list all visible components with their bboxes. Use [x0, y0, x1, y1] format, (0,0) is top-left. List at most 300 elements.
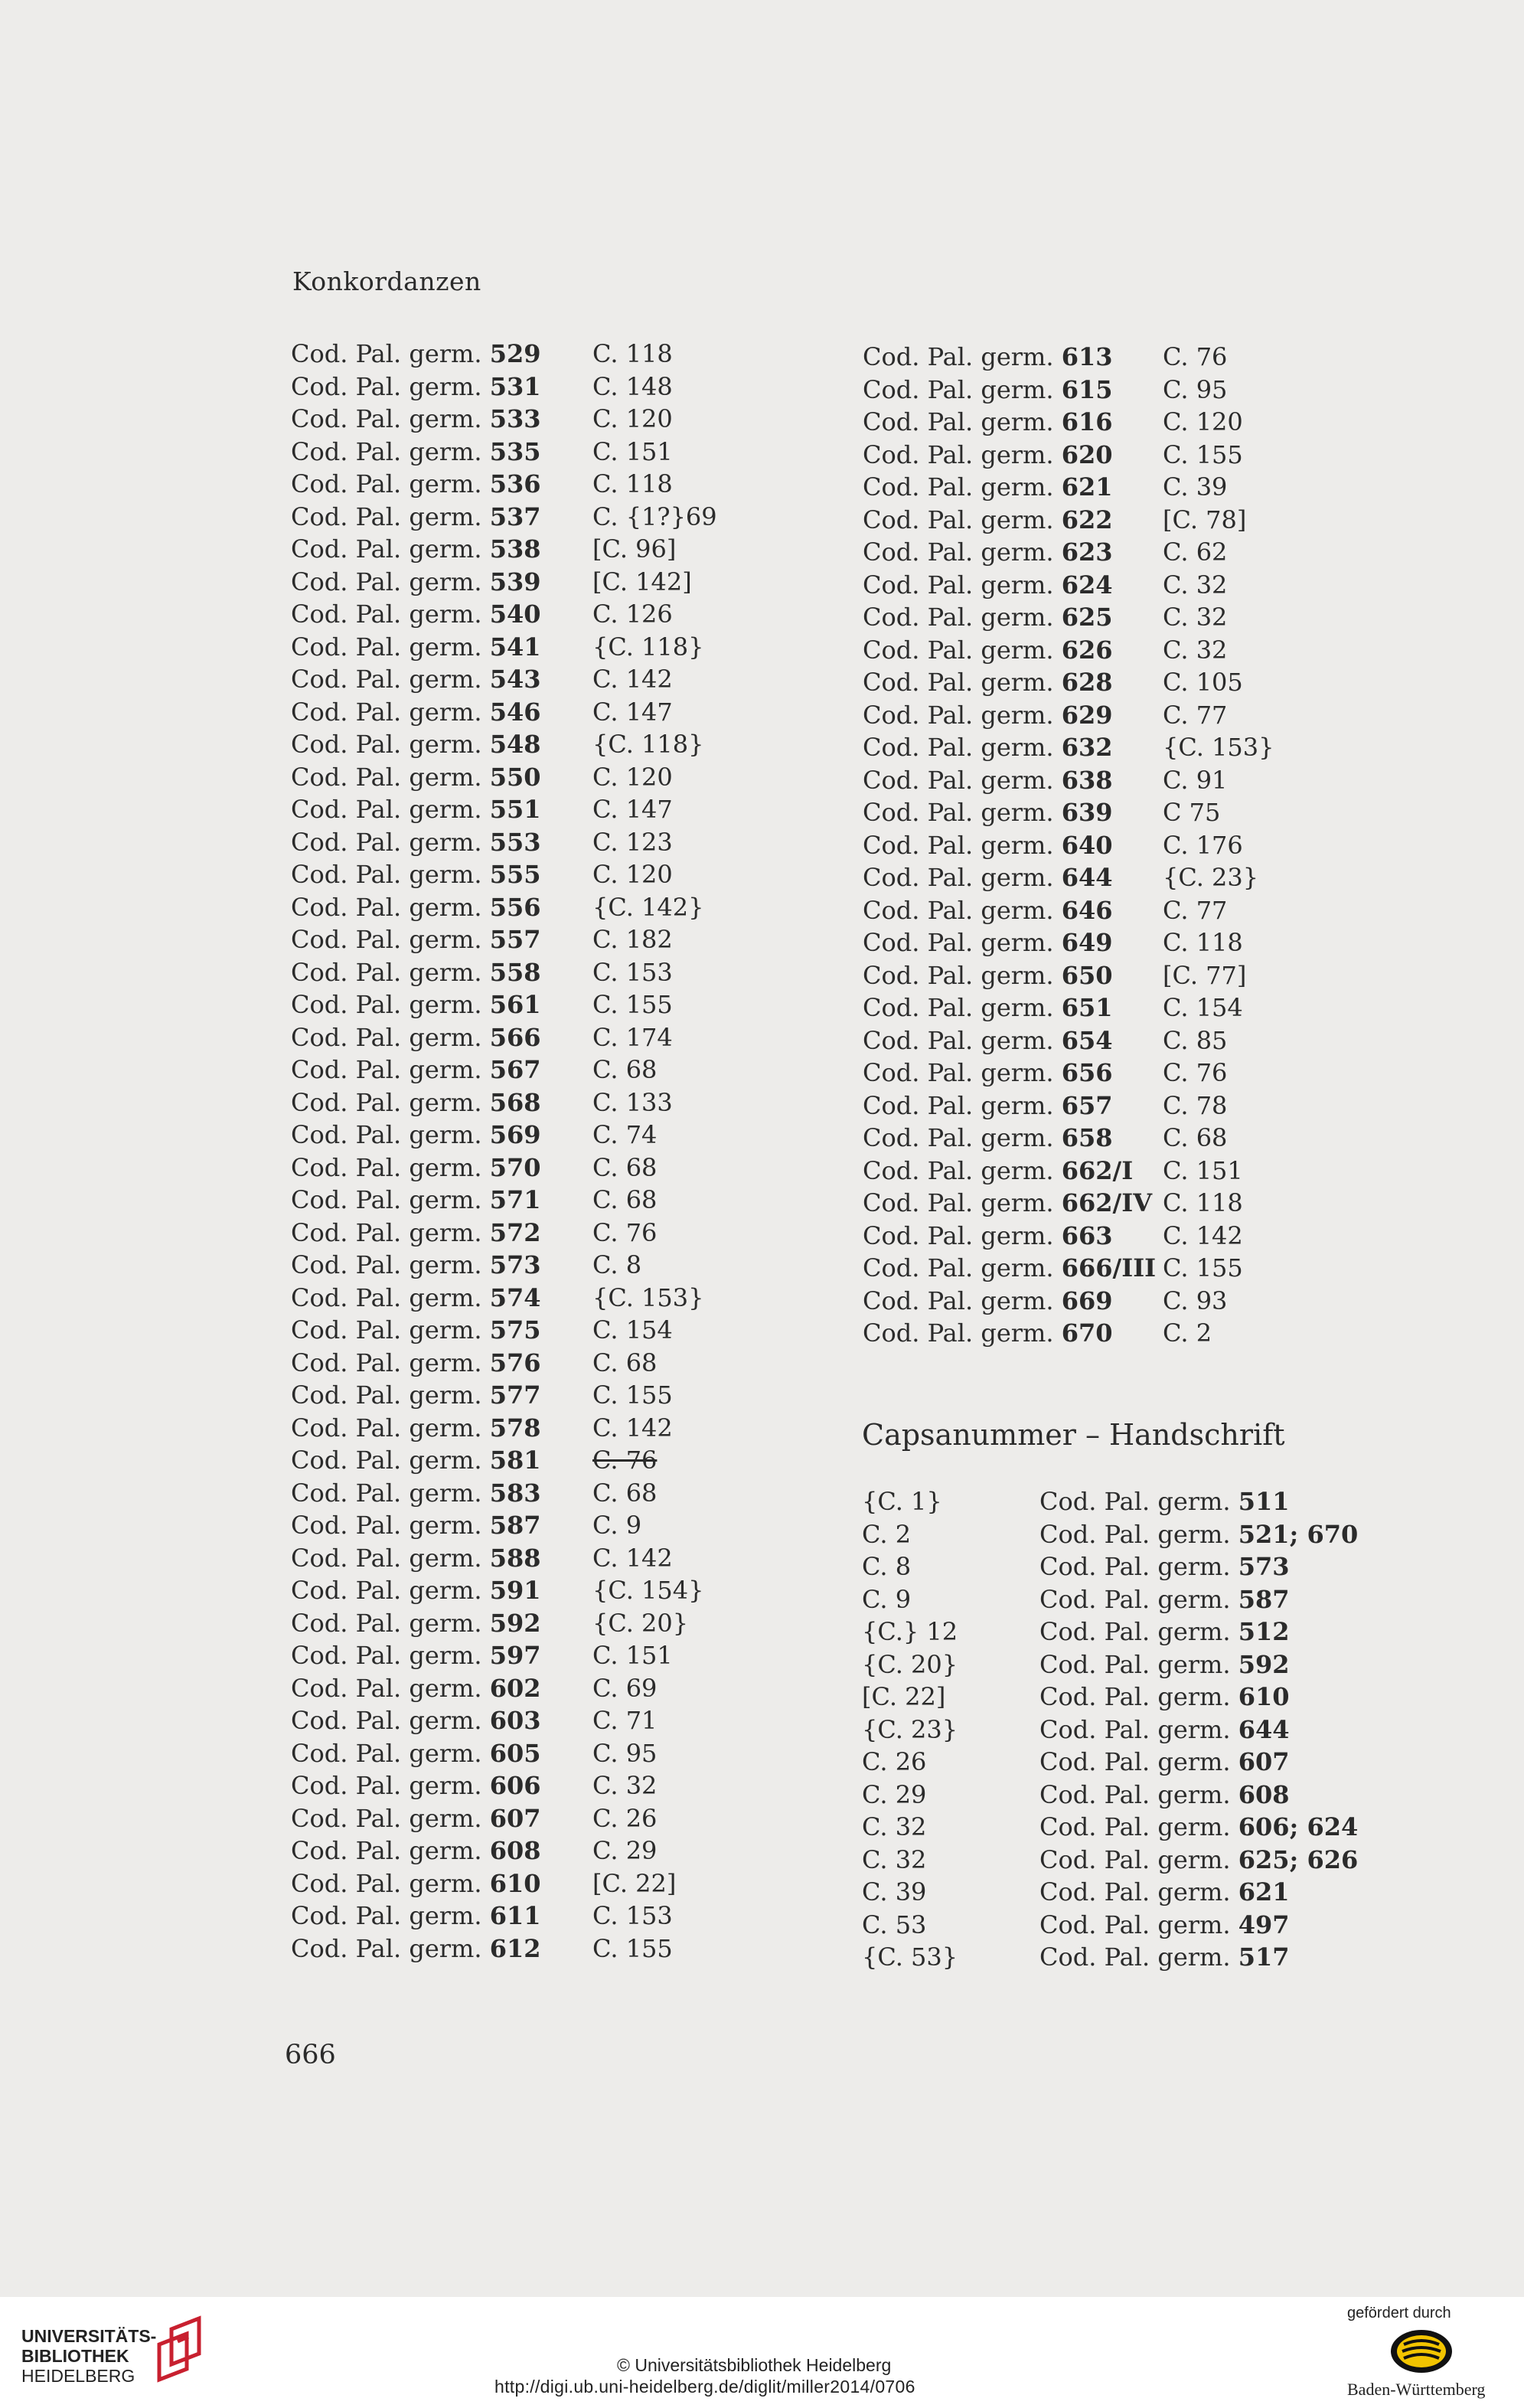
shelfmark-prefix: Cod. Pal. germ. [291, 762, 490, 792]
shelfmark-number: 607 [1238, 1747, 1290, 1776]
shelfmark-number: 629 [1061, 700, 1113, 730]
shelfmark [291, 1086, 541, 1119]
shelfmark [291, 1900, 541, 1933]
shelfmark [291, 1867, 541, 1900]
shelfmark [291, 1054, 541, 1086]
shelfmark [291, 988, 541, 1021]
concordance-row [863, 796, 1276, 829]
shelfmark-number: 626 [1061, 635, 1113, 665]
capsa-number: C. 118 [592, 339, 673, 368]
shelfmark [863, 992, 1113, 1024]
shelfmark-prefix: Cod. Pal. germ. [291, 1706, 490, 1735]
concordance-row [291, 891, 704, 924]
concordance-row [291, 468, 704, 501]
shelfmark-prefix: Cod. Pal. germ. [863, 733, 1062, 762]
library-name-line1: UNIVERSITÄTS- [21, 2326, 157, 2346]
concordance-row [291, 1867, 704, 1900]
shelfmark-prefix: Cod. Pal. germ. [291, 1771, 490, 1800]
shelfmark-number: 625; 626 [1238, 1844, 1359, 1874]
capsa-number: {C.} 12 [862, 1617, 958, 1646]
shelfmark-number: 657 [1061, 1090, 1113, 1120]
shelfmark-prefix: Cod. Pal. germ. [291, 1250, 490, 1279]
shelfmark-number: 613 [1061, 342, 1113, 371]
concordance-row [291, 1217, 704, 1250]
capsa-row [862, 1681, 1290, 1714]
shelfmark-number: 616 [1061, 407, 1113, 436]
shelfmark [291, 728, 541, 761]
shelfmark [291, 1769, 541, 1802]
shelfmark [863, 959, 1113, 992]
source-url-link[interactable]: http://digi.ub.uni-heidelberg.de/diglit/miller2014/0706 [494, 2377, 915, 2397]
shelfmark-prefix: Cod. Pal. germ. [863, 407, 1062, 436]
shelfmark [291, 501, 541, 534]
shelfmark-number: 662/I [1061, 1155, 1134, 1185]
concordance-row [863, 764, 1276, 797]
concordance-row [863, 1122, 1276, 1155]
capsa-row [862, 1485, 1290, 1518]
shelfmark-prefix: Cod. Pal. germ. [291, 957, 490, 987]
shelfmark-prefix: Cod. Pal. germ. [1039, 1910, 1238, 1939]
shelfmark-number: 651 [1061, 993, 1113, 1022]
shelfmark [291, 1737, 541, 1770]
concordance-row [863, 1024, 1276, 1057]
capsa-number: C. 155 [1163, 1253, 1243, 1282]
shelfmark [863, 731, 1113, 764]
shelfmark-number: 605 [489, 1738, 541, 1768]
capsa-number: {C. 23} [862, 1714, 958, 1744]
shelfmark-prefix: Cod. Pal. germ. [863, 830, 1062, 860]
capsa-number: C. 29 [862, 1779, 927, 1809]
shelfmark [1039, 1550, 1290, 1583]
capsa-number: C. 126 [592, 600, 673, 629]
state-name: Baden-Württemberg [1347, 2380, 1486, 2399]
section-header: Konkordanzen [292, 266, 481, 296]
capsa-number: {C. 118} [592, 730, 704, 759]
shelfmark [863, 601, 1113, 634]
shelfmark-number: 646 [1061, 895, 1113, 925]
shelfmark [1039, 1648, 1290, 1681]
concordance-row [863, 731, 1276, 764]
concordance-row [863, 1090, 1276, 1122]
capsa-row [862, 1714, 1290, 1746]
shelfmark-number: 574 [489, 1282, 541, 1312]
concordance-row [863, 1057, 1276, 1090]
shelfmark-prefix: Cod. Pal. germ. [291, 1315, 490, 1344]
shelfmark-number: 615 [1061, 374, 1113, 404]
shelfmark-number: 623 [1061, 537, 1113, 567]
capsa-number: [C. 77] [1163, 960, 1247, 990]
capsa-number: C. 68 [592, 1152, 658, 1182]
shelfmark-prefix: Cod. Pal. germ. [291, 795, 490, 824]
footer-bar [0, 2297, 1524, 2408]
concordance-row [863, 1187, 1276, 1220]
capsa-number: C. 39 [1163, 472, 1228, 502]
shelfmark-prefix: Cod. Pal. germ. [291, 1380, 490, 1410]
shelfmark-number: 592 [1238, 1649, 1290, 1679]
shelfmark-number: 536 [489, 469, 541, 498]
shelfmark-prefix: Cod. Pal. germ. [863, 537, 1062, 567]
shelfmark [1039, 1485, 1290, 1518]
capsa-number: C. 142 [592, 1543, 673, 1573]
shelfmark [291, 1347, 541, 1380]
shelfmark [1039, 1681, 1290, 1714]
capsa-number: C. 71 [592, 1706, 658, 1735]
shelfmark-prefix: Cod. Pal. germ. [291, 632, 490, 662]
shelfmark-number: 640 [1061, 830, 1113, 860]
capsa-number: {C. 20} [592, 1608, 689, 1638]
shelfmark-prefix: Cod. Pal. germ. [1039, 1682, 1238, 1711]
concordance-row [291, 403, 704, 436]
concordance-row [863, 341, 1276, 374]
shelfmark-number: 557 [489, 925, 541, 954]
shelfmark-number: 608 [489, 1836, 541, 1865]
shelfmark [291, 793, 541, 826]
concordance-row [863, 1252, 1276, 1285]
capsa-row [862, 1616, 1290, 1648]
shelfmark [291, 1704, 541, 1737]
concordance-row [291, 1802, 704, 1835]
shelfmark-prefix: Cod. Pal. germ. [863, 1090, 1062, 1120]
shelfmark [863, 1057, 1113, 1090]
shelfmark-prefix: Cod. Pal. germ. [1039, 1519, 1238, 1549]
shelfmark-prefix: Cod. Pal. germ. [863, 798, 1062, 827]
concordance-row [291, 1704, 704, 1737]
capsa-number: C. 142 [1163, 1220, 1243, 1250]
shelfmark [863, 1155, 1133, 1188]
capsa-number: {C. 1} [862, 1487, 942, 1516]
shelfmark [291, 403, 541, 436]
concordance-row [291, 1542, 704, 1575]
shelfmark-number: 587 [1238, 1584, 1290, 1614]
shelfmark-number: 571 [489, 1185, 541, 1214]
capsa-number: C 75 [1163, 798, 1221, 827]
concordance-row [863, 992, 1276, 1024]
library-name-line3: HEIDELBERG [21, 2366, 135, 2386]
shelfmark [291, 1412, 541, 1445]
shelfmark [863, 1285, 1113, 1318]
concordance-row [291, 1119, 704, 1152]
concordance-row [291, 1835, 704, 1867]
shelfmark-number: 649 [1061, 928, 1113, 957]
library-name[interactable] [21, 2326, 156, 2386]
shelfmark [863, 406, 1113, 439]
capsa-row [862, 1648, 1290, 1681]
shelfmark-prefix: Cod. Pal. germ. [863, 1058, 1062, 1087]
concordance-row [291, 566, 704, 599]
concordance-row [291, 696, 704, 729]
capsa-number: C. 77 [1163, 700, 1228, 730]
concordance-row [863, 894, 1276, 927]
shelfmark [1039, 1941, 1290, 1974]
shelfmark-prefix: Cod. Pal. germ. [1039, 1584, 1238, 1614]
shelfmark-number: 543 [489, 665, 541, 694]
capsa-number: C. 39 [862, 1877, 927, 1906]
shelfmark [291, 956, 541, 989]
capsa-number: C. 8 [862, 1552, 912, 1581]
shelfmark-prefix: Cod. Pal. germ. [863, 765, 1062, 795]
capsa-number: C. 9 [862, 1584, 912, 1614]
capsa-number: C. {1?}69 [592, 502, 717, 531]
capsa-number: C. 74 [592, 1120, 658, 1149]
capsa-number: C. 118 [1163, 928, 1243, 957]
capsa-number: C. 76 [592, 1217, 658, 1247]
capsa-number: C. 120 [592, 860, 673, 889]
shelfmark [291, 1249, 541, 1282]
shelfmark-prefix: Cod. Pal. germ. [291, 892, 490, 922]
shelfmark [1039, 1714, 1290, 1746]
shelfmark [1039, 1583, 1290, 1616]
shelfmark-prefix: Cod. Pal. germ. [1039, 1649, 1238, 1679]
shelfmark [863, 504, 1113, 537]
concordance-row [863, 471, 1276, 504]
capsa-row [862, 1518, 1359, 1551]
concordance-row [291, 1933, 704, 1965]
capsa-number: C. 155 [592, 1380, 673, 1410]
library-logo-icon [155, 2314, 210, 2402]
shelfmark-prefix: Cod. Pal. germ. [1039, 1617, 1238, 1646]
capsa-number: C. 32 [1163, 603, 1228, 632]
concordance-row [291, 598, 704, 631]
shelfmark-number: 670 [1061, 1318, 1113, 1348]
capsa-number: C. 123 [592, 827, 673, 857]
shelfmark-prefix: Cod. Pal. germ. [291, 1185, 490, 1214]
capsa-row [862, 1844, 1359, 1877]
shelfmark-number: 581 [489, 1446, 541, 1475]
shelfmark [291, 1835, 541, 1867]
shelfmark-number: 573 [489, 1250, 541, 1279]
copyright-notice: © Universitätsbibliothek Heidelberg [617, 2355, 892, 2375]
concordance-column-1 [291, 338, 717, 1965]
capsa-row [862, 1811, 1359, 1844]
shelfmark-prefix: Cod. Pal. germ. [291, 567, 490, 596]
shelfmark [291, 436, 541, 469]
concordance-row [291, 858, 704, 891]
shelfmark [1039, 1779, 1290, 1812]
shelfmark [291, 1282, 541, 1315]
shelfmark-number: 567 [489, 1055, 541, 1084]
shelfmark-number: 591 [489, 1576, 541, 1605]
concordance-row [291, 1509, 704, 1542]
capsa-number: C. 76 [1163, 342, 1228, 371]
capsa-number: C. 78 [1163, 1090, 1228, 1120]
shelfmark-prefix: Cod. Pal. germ. [291, 1413, 490, 1443]
shelfmark [291, 1672, 541, 1705]
concordance-row [291, 371, 704, 404]
capsa-number: {C. 20} [862, 1649, 958, 1679]
shelfmark-number: 663 [1061, 1220, 1113, 1250]
concordance-row [291, 501, 717, 534]
capsa-number: C. 120 [592, 404, 673, 433]
shelfmark-prefix: Cod. Pal. germ. [863, 570, 1062, 600]
capsa-number: C. 118 [592, 469, 673, 498]
shelfmark-number: 578 [489, 1413, 541, 1443]
shelfmark-prefix: Cod. Pal. germ. [291, 1608, 490, 1638]
shelfmark-number: 533 [489, 404, 541, 433]
shelfmark-number: 610 [489, 1868, 541, 1898]
shelfmark [863, 829, 1113, 862]
shelfmark [291, 1509, 541, 1542]
capsa-number: C. 53 [862, 1910, 927, 1939]
capsa-number: [C. 142] [592, 567, 692, 596]
shelfmark-number: 550 [489, 762, 541, 792]
shelfmark-prefix: Cod. Pal. germ. [1039, 1552, 1238, 1581]
concordance-row [291, 1249, 704, 1282]
shelfmark-prefix: Cod. Pal. germ. [291, 665, 490, 694]
subheading: Capsanummer – Handschrift [862, 1418, 1285, 1452]
shelfmark-prefix: Cod. Pal. germ. [863, 1253, 1062, 1282]
shelfmark [291, 598, 541, 631]
shelfmark-prefix: Cod. Pal. germ. [863, 342, 1062, 371]
concordance-row [291, 1607, 704, 1640]
shelfmark-prefix: Cod. Pal. germ. [1039, 1747, 1238, 1776]
shelfmark-prefix: Cod. Pal. germ. [863, 928, 1062, 957]
shelfmark-number: 573 [1238, 1552, 1290, 1581]
shelfmark-prefix: Cod. Pal. germ. [863, 895, 1062, 925]
capsa-number: {C. 23} [1163, 863, 1259, 892]
capsa-number: C. 2 [1163, 1318, 1212, 1348]
shelfmark-prefix: Cod. Pal. germ. [1039, 1942, 1238, 1972]
capsa-number: {C. 154} [592, 1576, 704, 1605]
shelfmark-number: 575 [489, 1315, 541, 1344]
shelfmark [291, 1607, 541, 1640]
shelfmark-number: 521; 670 [1238, 1519, 1359, 1549]
shelfmark-prefix: Cod. Pal. germ. [1039, 1812, 1238, 1841]
shelfmark-number: 511 [1238, 1487, 1290, 1516]
shelfmark [291, 1314, 541, 1347]
shelfmark-number: 551 [489, 795, 541, 824]
page-number: 666 [285, 2040, 336, 2070]
shelfmark-prefix: Cod. Pal. germ. [291, 1511, 490, 1540]
shelfmark-prefix: Cod. Pal. germ. [291, 339, 490, 368]
shelfmark-prefix: Cod. Pal. germ. [863, 439, 1062, 469]
capsa-number: C. 26 [592, 1803, 658, 1833]
concordance-row [291, 793, 704, 826]
concordance-row [863, 829, 1276, 862]
shelfmark [863, 1122, 1113, 1155]
shelfmark [863, 569, 1113, 602]
shelfmark [1039, 1616, 1290, 1648]
concordance-row [863, 1220, 1276, 1253]
concordance-row [291, 533, 704, 566]
shelfmark-prefix: Cod. Pal. germ. [291, 600, 490, 629]
shelfmark [291, 858, 541, 891]
capsa-number: C. 151 [1163, 1155, 1243, 1185]
shelfmark-number: 621 [1061, 472, 1113, 502]
shelfmark-prefix: Cod. Pal. germ. [863, 1155, 1062, 1185]
concordance-row [291, 826, 704, 859]
capsa-number: C. 77 [1163, 895, 1228, 925]
concordance-row [863, 1155, 1276, 1188]
shelfmark-number: 529 [489, 339, 541, 368]
capsa-number: C. 68 [592, 1185, 658, 1214]
shelfmark-prefix: Cod. Pal. germ. [863, 374, 1062, 404]
shelfmark-prefix: Cod. Pal. germ. [863, 1025, 1062, 1055]
shelfmark-number: 654 [1061, 1025, 1113, 1055]
shelfmark [291, 1477, 541, 1510]
concordance-row [291, 1477, 704, 1510]
shelfmark-prefix: Cod. Pal. germ. [291, 1803, 490, 1833]
capsa-number: C. 153 [592, 1901, 673, 1930]
capsa-number: C. 155 [592, 990, 673, 1019]
shelfmark-number: 638 [1061, 765, 1113, 795]
capsa-number: C. 151 [592, 1641, 673, 1670]
capsa-number: C. 142 [592, 1413, 673, 1443]
shelfmark-number: 632 [1061, 733, 1113, 762]
shelfmark [863, 1220, 1113, 1253]
shelfmark [863, 1024, 1113, 1057]
shelfmark-prefix: Cod. Pal. germ. [291, 1576, 490, 1605]
shelfmark [291, 1639, 541, 1672]
concordance-row [291, 923, 704, 956]
shelfmark-prefix: Cod. Pal. germ. [291, 1641, 490, 1670]
shelfmark-number: 658 [1061, 1123, 1113, 1152]
coat-of-arms-icon [1387, 2326, 1456, 2380]
capsa-number: C. 153 [592, 957, 673, 987]
shelfmark [863, 1187, 1152, 1220]
shelfmark [291, 696, 541, 729]
shelfmark-prefix: Cod. Pal. germ. [291, 1673, 490, 1703]
shelfmark-number: 539 [489, 567, 541, 596]
concordance-row [291, 1672, 704, 1705]
shelfmark-prefix: Cod. Pal. germ. [863, 635, 1062, 665]
shelfmark-prefix: Cod. Pal. germ. [291, 1836, 490, 1865]
shelfmark-number: 606 [489, 1771, 541, 1800]
shelfmark-prefix: Cod. Pal. germ. [291, 1087, 490, 1117]
capsa-number: {C. 118} [592, 632, 704, 662]
shelfmark [1039, 1844, 1358, 1877]
concordance-row [291, 1412, 704, 1445]
capsa-number: C. 147 [592, 697, 673, 727]
capsa-row [862, 1779, 1290, 1812]
capsa-number: C. 32 [1163, 570, 1228, 600]
shelfmark-prefix: Cod. Pal. germ. [291, 371, 490, 401]
capsa-number: C. 147 [592, 795, 673, 824]
shelfmark-number: 597 [489, 1641, 541, 1670]
capsa-number: C. 105 [1163, 668, 1243, 697]
shelfmark-number: 577 [489, 1380, 541, 1410]
shelfmark-number: 612 [489, 1933, 541, 1963]
shelfmark-number: 576 [489, 1348, 541, 1377]
concordance-row [291, 1574, 704, 1607]
shelfmark-prefix: Cod. Pal. germ. [863, 668, 1062, 697]
capsa-number: C. 32 [862, 1812, 927, 1841]
capsa-number: C. 29 [592, 1836, 658, 1865]
concordance-row [863, 1317, 1276, 1350]
shelfmark-number: 608 [1238, 1779, 1290, 1809]
capsa-number: {C. 142} [592, 892, 704, 922]
shelfmark [863, 1090, 1113, 1122]
shelfmark-number: 606; 624 [1238, 1812, 1359, 1841]
capsa-column [862, 1485, 1359, 1974]
shelfmark [863, 894, 1113, 927]
library-name-line2: BIBLIOTHEK [21, 2346, 129, 2366]
shelfmark [291, 891, 541, 924]
shelfmark-prefix: Cod. Pal. germ. [291, 730, 490, 759]
shelfmark-prefix: Cod. Pal. germ. [291, 1282, 490, 1312]
concordance-row [291, 1314, 704, 1347]
concordance-row [863, 406, 1276, 439]
shelfmark [863, 796, 1113, 829]
concordance-row [291, 1282, 704, 1315]
concordance-row [863, 504, 1276, 537]
concordance-row [863, 439, 1276, 472]
concordance-row [291, 1444, 704, 1477]
shelfmark [1039, 1876, 1290, 1909]
shelfmark [1039, 1909, 1290, 1942]
shelfmark-number: 592 [489, 1608, 541, 1638]
concordance-row [863, 569, 1276, 602]
concordance-row [291, 436, 704, 469]
